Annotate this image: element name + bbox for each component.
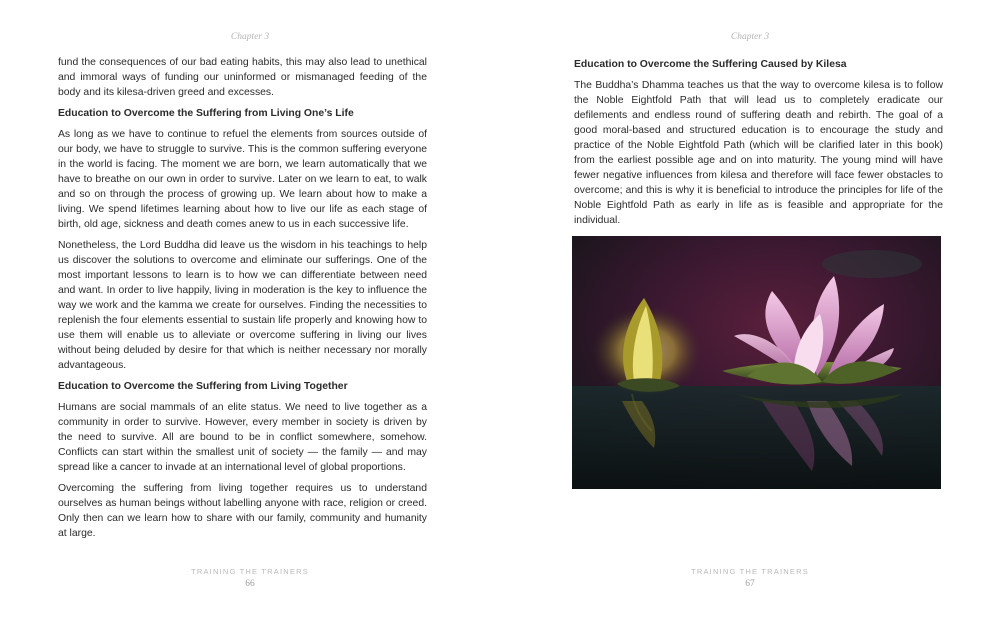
footer-book-title: TRAINING THE TRAINERS [691, 567, 809, 576]
right-page [500, 0, 1000, 618]
paragraph: fund the consequences of our bad eating habits, this may also lead to unethical and immoral ways of funding our uninformed or mismanaged feeding of the body and its kilesa-driven greed and excesses. [58, 57, 427, 98]
right-page-body [574, 55, 943, 234]
paragraph: Humans are social mammals of an elite status. We need to live together as a community in order to survive. However, every member in society is driven by the need to survive. All are bound to be in conflict somewhere, somehow. Conflicts can start within the smallest unit of society — the family — and may spread like a cancer to invade at an international level of global proportions. [58, 402, 427, 473]
paragraph: The Buddha’s Dhamma teaches us that the way to overcome kilesa is to follow the Noble Eightfold Path that will lead us to completely eradicate our defilements and endless round of suffering death and rebirth. The goal of a good moral-based and structured education is to encourage the study and practice of the Noble Eightfold Path (which will be clarified later in this book) from the earliest possible age and on into maturity. The young mind will have fewer negative influences from kilesa and therefore will face fewer obstacles to overcome; and this is why it is beneficial to introduce the principles for life of the Noble Eightfold Path as early in life as is feasible and appropriate for the individual. [574, 80, 943, 226]
left-page-body [58, 55, 427, 547]
paragraph: As long as we have to continue to refuel the elements from sources outside of our body, we have to struggle to survive. This is the common suffering everyone in the world is facing. The moment we are born, we learn automatically that we have to breathe on our own in order to survive. Later on we learn to eat, to walk and so on through the process of growing up. We learn about how to make a living. We spend lifetimes learning about how to live our life as each stage of birth, old age, sickness and death comes anew to us in each successive life. [58, 129, 427, 230]
paragraph: Nonetheless, the Lord Buddha did leave us the wisdom in his teachings to help us discover the solutions to overcome and eliminate our sufferings. One of the most important lessons to learn is to how we can differentiate between need and want. In order to live happily, living in moderation is the key to influence the way we work and the kamma we create for ourselves. Finding the necessities to replenish the four elements essential to sustain life properly and knowing how to use them will enable us to alleviate or overcome suffering in living our lives without being deluded by desire for that which is neither necessary nor morally advantageous. [58, 240, 427, 371]
running-head: Chapter 3 [230, 32, 270, 42]
footer-book-title: TRAINING THE TRAINERS [191, 567, 309, 576]
page-footer [500, 567, 1000, 589]
page-footer [0, 567, 500, 589]
page-number: 67 [745, 579, 755, 589]
page-number: 66 [245, 579, 255, 589]
lotus-photo [572, 236, 941, 489]
paragraph: Overcoming the suffering from living together requires us to understand ourselves as human beings without labelling anyone with race, religion or creed. Only then can we learn how to share with our family, community and humanity at large. [58, 483, 427, 539]
section-heading: Education to Overcome the Suffering from Living Together [58, 381, 348, 392]
lotus-illustration [572, 236, 941, 489]
running-head: Chapter 3 [730, 32, 770, 42]
section-heading: Education to Overcome the Suffering from Living One’s Life [58, 108, 354, 119]
section-heading: Education to Overcome the Suffering Caused by Kilesa [574, 59, 847, 70]
